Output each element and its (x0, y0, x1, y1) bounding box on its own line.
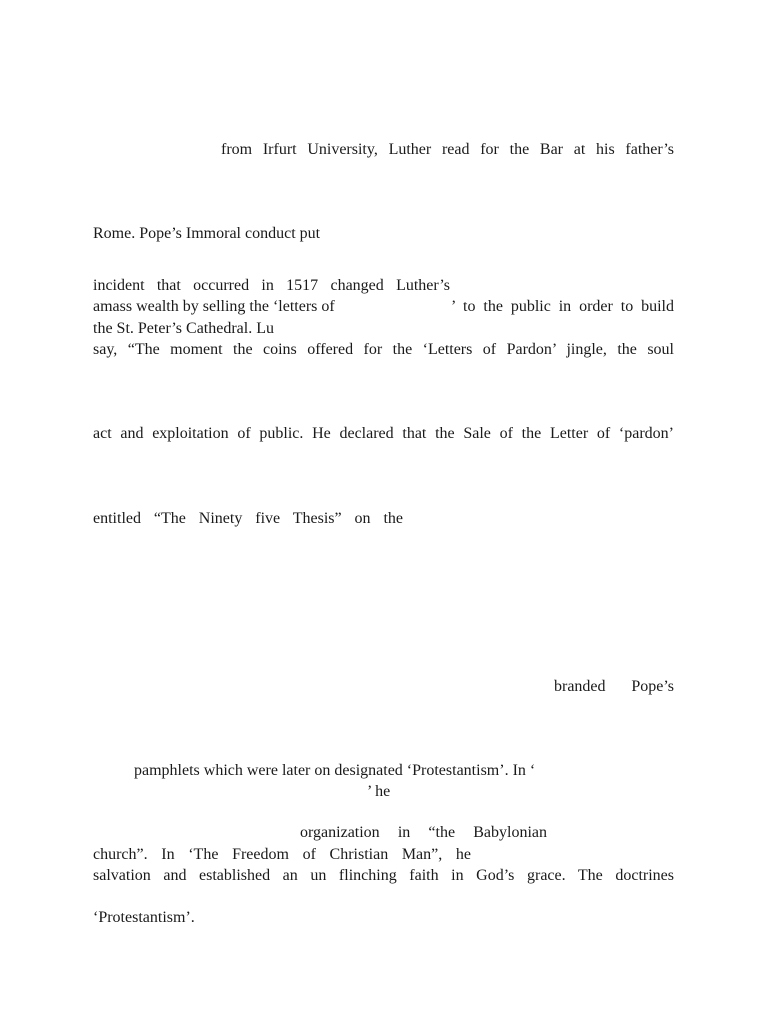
text-line-15: ‘Protestantism’. (93, 909, 195, 926)
text-line-4a: amass wealth by selling the ‘letters of (93, 298, 335, 315)
text-line-3: incident that occurred in 1517 changed Luther’s (93, 277, 450, 294)
text-line-5: the St. Peter’s Cathedral. Lu (93, 320, 274, 337)
text-line-2: Rome. Pope’s Immoral conduct put (93, 225, 321, 242)
text-line-13: church”. In ‘The Freedom of Christian Man”, he (93, 846, 471, 863)
text-line-11: ’ he (367, 783, 391, 800)
text-line-8: entitled “The Ninety five Thesis” on the (93, 510, 403, 527)
text-line-10: pamphlets which were later on designated ‘Protestantism’. In ‘ (134, 762, 536, 779)
text-line-12: organization in “the Babylonian (300, 824, 547, 841)
text-line-7: act and exploitation of public. He declared that the Sale of the Letter of ‘pardon’ (93, 425, 674, 442)
text-line-1: from Irfurt University, Luther read for the Bar at his father’s (221, 141, 674, 158)
text-line-4b: ’ to the public in order to build (451, 298, 674, 315)
text-line-9: branded Pope’s (554, 678, 674, 695)
text-line-14: salvation and established an un flinching faith in God’s grace. The doctrines (93, 867, 674, 884)
text-line-6: say, “The moment the coins offered for the ‘Letters of Pardon’ jingle, the soul (93, 341, 674, 358)
